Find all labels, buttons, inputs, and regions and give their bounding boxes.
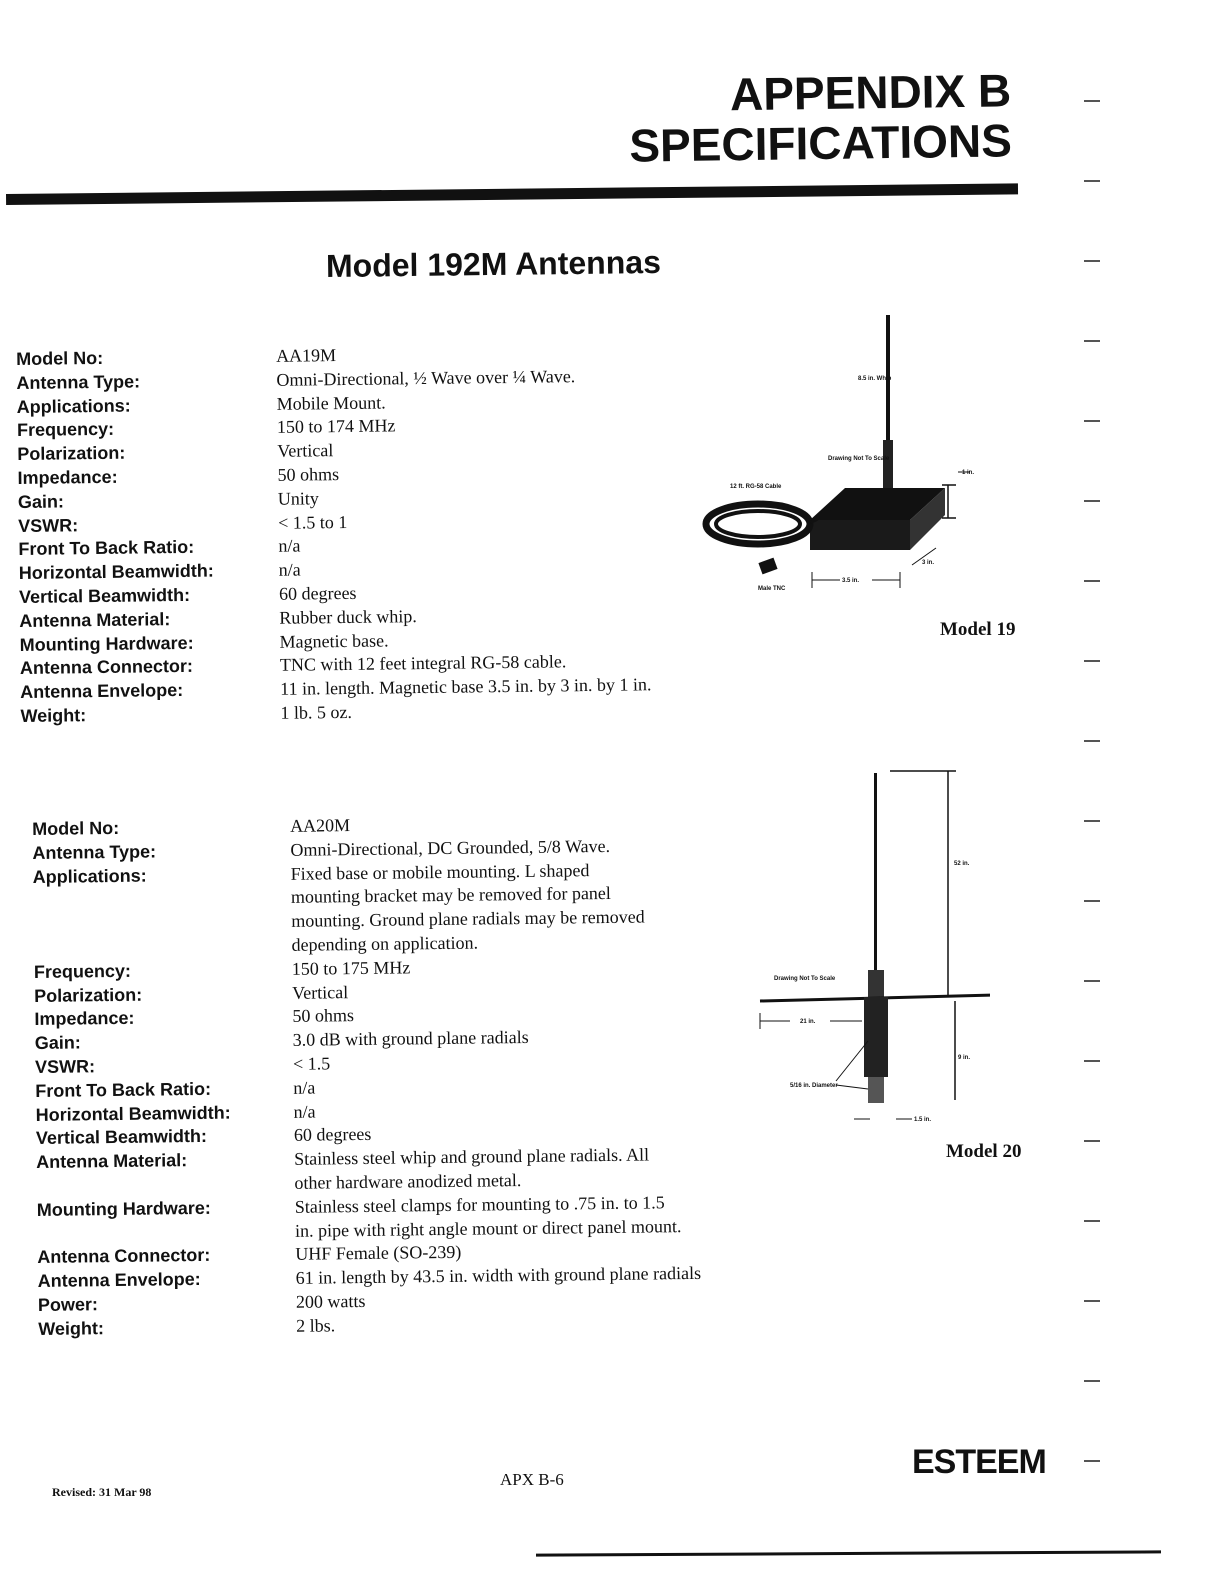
spec-value: Vertical <box>292 981 349 1003</box>
edge-mark <box>1084 980 1100 982</box>
edge-mark <box>1084 100 1100 102</box>
model19-width-label: 3.5 in. <box>842 578 860 584</box>
spec-label: Power: <box>37 1294 99 1315</box>
footer-rule <box>536 1550 1161 1556</box>
model19-base-front <box>810 520 910 550</box>
spec-value: n/a <box>293 1101 316 1122</box>
spec-label: Horizontal Beamwidth: <box>35 1102 231 1125</box>
model20-antenna-diagram <box>750 765 990 1135</box>
edge-mark <box>1084 500 1100 502</box>
spec-value: Magnetic base. <box>279 630 389 652</box>
model19-whip-label: 8.5 in. Whip <box>858 376 892 382</box>
spec-label: Antenna Envelope: <box>20 680 184 703</box>
spec-value: 61 in. length by 43.5 in. width with ground plane radials <box>295 1263 702 1288</box>
spec-label: VSWR: <box>18 514 79 536</box>
model20-scale-note: Drawing Not To Scale <box>774 976 836 982</box>
spec-value: 150 to 174 MHz <box>276 415 396 438</box>
spec-value: 50 ohms <box>292 1005 355 1027</box>
model20-mount <box>864 997 888 1077</box>
spec-label: Gain: <box>17 491 65 512</box>
model20-spec-table <box>32 810 702 1342</box>
spec-label: Antenna Connector: <box>37 1245 211 1268</box>
spec-value: 1 lb. 5 oz. <box>280 701 353 723</box>
model19-connector-label: Male TNC <box>758 586 786 592</box>
spec-value: Omni-Directional, ½ Wave over ¼ Wave. <box>276 365 576 390</box>
model20-diameter-label: 5/16 in. Diameter <box>790 1083 838 1089</box>
spec-value: UHF Female (SO-239) <box>295 1242 462 1265</box>
spec-value: TNC with 12 feet integral RG-58 cable. <box>279 651 567 676</box>
spec-value: Vertical <box>277 440 334 462</box>
spec-label: Vertical Beamwidth: <box>18 584 191 607</box>
spec-label: Front To Back Ratio: <box>35 1078 212 1101</box>
spec-value: n/a <box>278 559 301 580</box>
spec-value: Stainless steel clamps for mounting to .75 in. to 1.5 <box>294 1192 665 1217</box>
spec-label <box>33 934 291 961</box>
model19-tnc-connector <box>758 558 777 575</box>
edge-mark <box>1084 420 1100 422</box>
section-title: Model 192M Antennas <box>325 243 662 285</box>
edge-mark <box>1084 900 1100 902</box>
model20-base <box>868 1077 884 1103</box>
edge-mark <box>1084 1220 1100 1222</box>
spec-label: Weight: <box>20 705 87 726</box>
spec-label: Antenna Connector: <box>19 656 194 679</box>
model19-depth-label: 3 in. <box>922 560 935 566</box>
spec-label: Antenna Material: <box>19 608 171 631</box>
appendix-title: APPENDIX B <box>730 64 1012 121</box>
spec-label <box>33 886 291 913</box>
spec-label: Antenna Envelope: <box>37 1269 201 1292</box>
model20-caption: Model 20 <box>946 1141 1022 1162</box>
spec-label: Model No: <box>16 347 104 369</box>
spec-label: Mounting Hardware: <box>19 632 194 655</box>
esteem-logo-text: ESTEEM <box>912 1443 1046 1481</box>
spec-label: Impedance: <box>17 466 118 488</box>
spec-value: Mobile Mount. <box>276 392 386 414</box>
spec-value: 60 degrees <box>278 582 357 604</box>
spec-label: Antenna Type: <box>16 371 141 393</box>
spec-label: Antenna Type: <box>32 841 157 863</box>
model19-caption: Model 19 <box>940 619 1016 640</box>
spec-label: Applications: <box>32 865 147 887</box>
spec-value: AA20M <box>289 815 351 836</box>
edge-mark <box>1084 180 1100 182</box>
model20-whip <box>874 773 877 973</box>
spec-value: n/a <box>293 1077 316 1098</box>
spec-label: Vertical Beamwidth: <box>35 1126 208 1149</box>
model19-scale-note: Drawing Not To Scale <box>828 456 890 462</box>
spec-label: Horizontal Beamwidth: <box>18 560 214 584</box>
spec-value: < 1.5 <box>292 1053 331 1074</box>
model19-whip-base <box>883 440 893 490</box>
appendix-subtitle: SPECIFICATIONS <box>629 114 1013 172</box>
spec-label: Polarization: <box>34 984 143 1006</box>
model20-base-width-label: 1.5 in. <box>914 1117 932 1123</box>
model20-base-height-label: 9 in. <box>958 1055 971 1061</box>
spec-value: Omni-Directional, DC Grounded, 5/8 Wave. <box>290 835 611 860</box>
edge-mark <box>1084 740 1100 742</box>
spec-value: mounting bracket may be removed for panel <box>290 883 611 908</box>
edge-mark <box>1084 1060 1100 1062</box>
spec-label: Frequency: <box>33 960 132 982</box>
spec-label <box>37 1219 295 1246</box>
header-rule <box>6 183 1018 205</box>
spec-label: Polarization: <box>17 442 126 465</box>
appendix-heading <box>629 65 1013 170</box>
revision-date: Revised: 31 Mar 98 <box>52 1485 152 1499</box>
spec-value: 150 to 175 MHz <box>291 957 411 979</box>
model19-cable-label: 12 ft. RG-58 Cable <box>730 484 782 490</box>
spec-value: AA19M <box>275 345 337 366</box>
spec-value: in. pipe with right angle mount or direct panel mount. <box>294 1215 682 1241</box>
spec-label: Gain: <box>34 1032 81 1054</box>
spec-value: Unity <box>277 488 319 509</box>
spec-label: Frequency: <box>16 419 115 441</box>
spec-label: VSWR: <box>34 1056 96 1077</box>
spec-value: Fixed base or mobile mounting. L shaped <box>290 859 590 884</box>
page-number: APX B-6 <box>500 1470 564 1489</box>
spec-label <box>36 1172 294 1199</box>
spec-value: < 1.5 to 1 <box>278 511 348 533</box>
spec-label: Model No: <box>32 817 120 839</box>
spec-value: Rubber duck whip. <box>279 605 417 628</box>
edge-mark <box>1084 580 1100 582</box>
edge-mark <box>1084 1140 1100 1142</box>
spec-value: 200 watts <box>295 1290 366 1312</box>
spec-label: Front To Back Ratio: <box>18 537 195 560</box>
edge-mark <box>1084 340 1100 342</box>
spec-value: 50 ohms <box>277 464 340 485</box>
spec-value: n/a <box>278 535 301 557</box>
spec-label: Antenna Material: <box>36 1150 188 1173</box>
spec-value: 2 lbs. <box>296 1315 336 1336</box>
edge-mark <box>1084 820 1100 822</box>
model19-spec-table <box>16 340 652 728</box>
model20-whip-coil <box>868 970 884 998</box>
spec-label: Weight: <box>38 1317 105 1339</box>
spec-value: mounting. Ground plane radials may be removed <box>291 906 645 932</box>
edge-mark <box>1084 1460 1100 1462</box>
spec-value: 11 in. length. Magnetic base 3.5 in. by 3 in. by 1 in. <box>280 674 652 699</box>
model19-height-label: 1 in. <box>962 470 975 476</box>
spec-value: 60 degrees <box>293 1124 372 1146</box>
model20-radial-label: 21 in. <box>800 1019 816 1025</box>
edge-mark <box>1084 660 1100 662</box>
spec-value: other hardware anodized metal. <box>294 1170 522 1193</box>
model19-antenna-diagram <box>700 310 1000 610</box>
spec-label: Mounting Hardware: <box>36 1197 211 1220</box>
edge-mark <box>1084 260 1100 262</box>
spec-label <box>33 910 291 937</box>
model20-height-label: 52 in. <box>954 861 970 867</box>
spec-label: Impedance: <box>34 1008 135 1030</box>
esteem-logo <box>912 1441 1062 1481</box>
spec-value: 3.0 dB with ground plane radials <box>292 1027 529 1051</box>
spec-value: depending on application. <box>291 932 479 955</box>
spec-label: Applications: <box>16 395 131 417</box>
spec-value: Stainless steel whip and ground plane radials. All <box>294 1144 650 1169</box>
edge-mark <box>1084 1300 1100 1302</box>
edge-mark <box>1084 1380 1100 1382</box>
